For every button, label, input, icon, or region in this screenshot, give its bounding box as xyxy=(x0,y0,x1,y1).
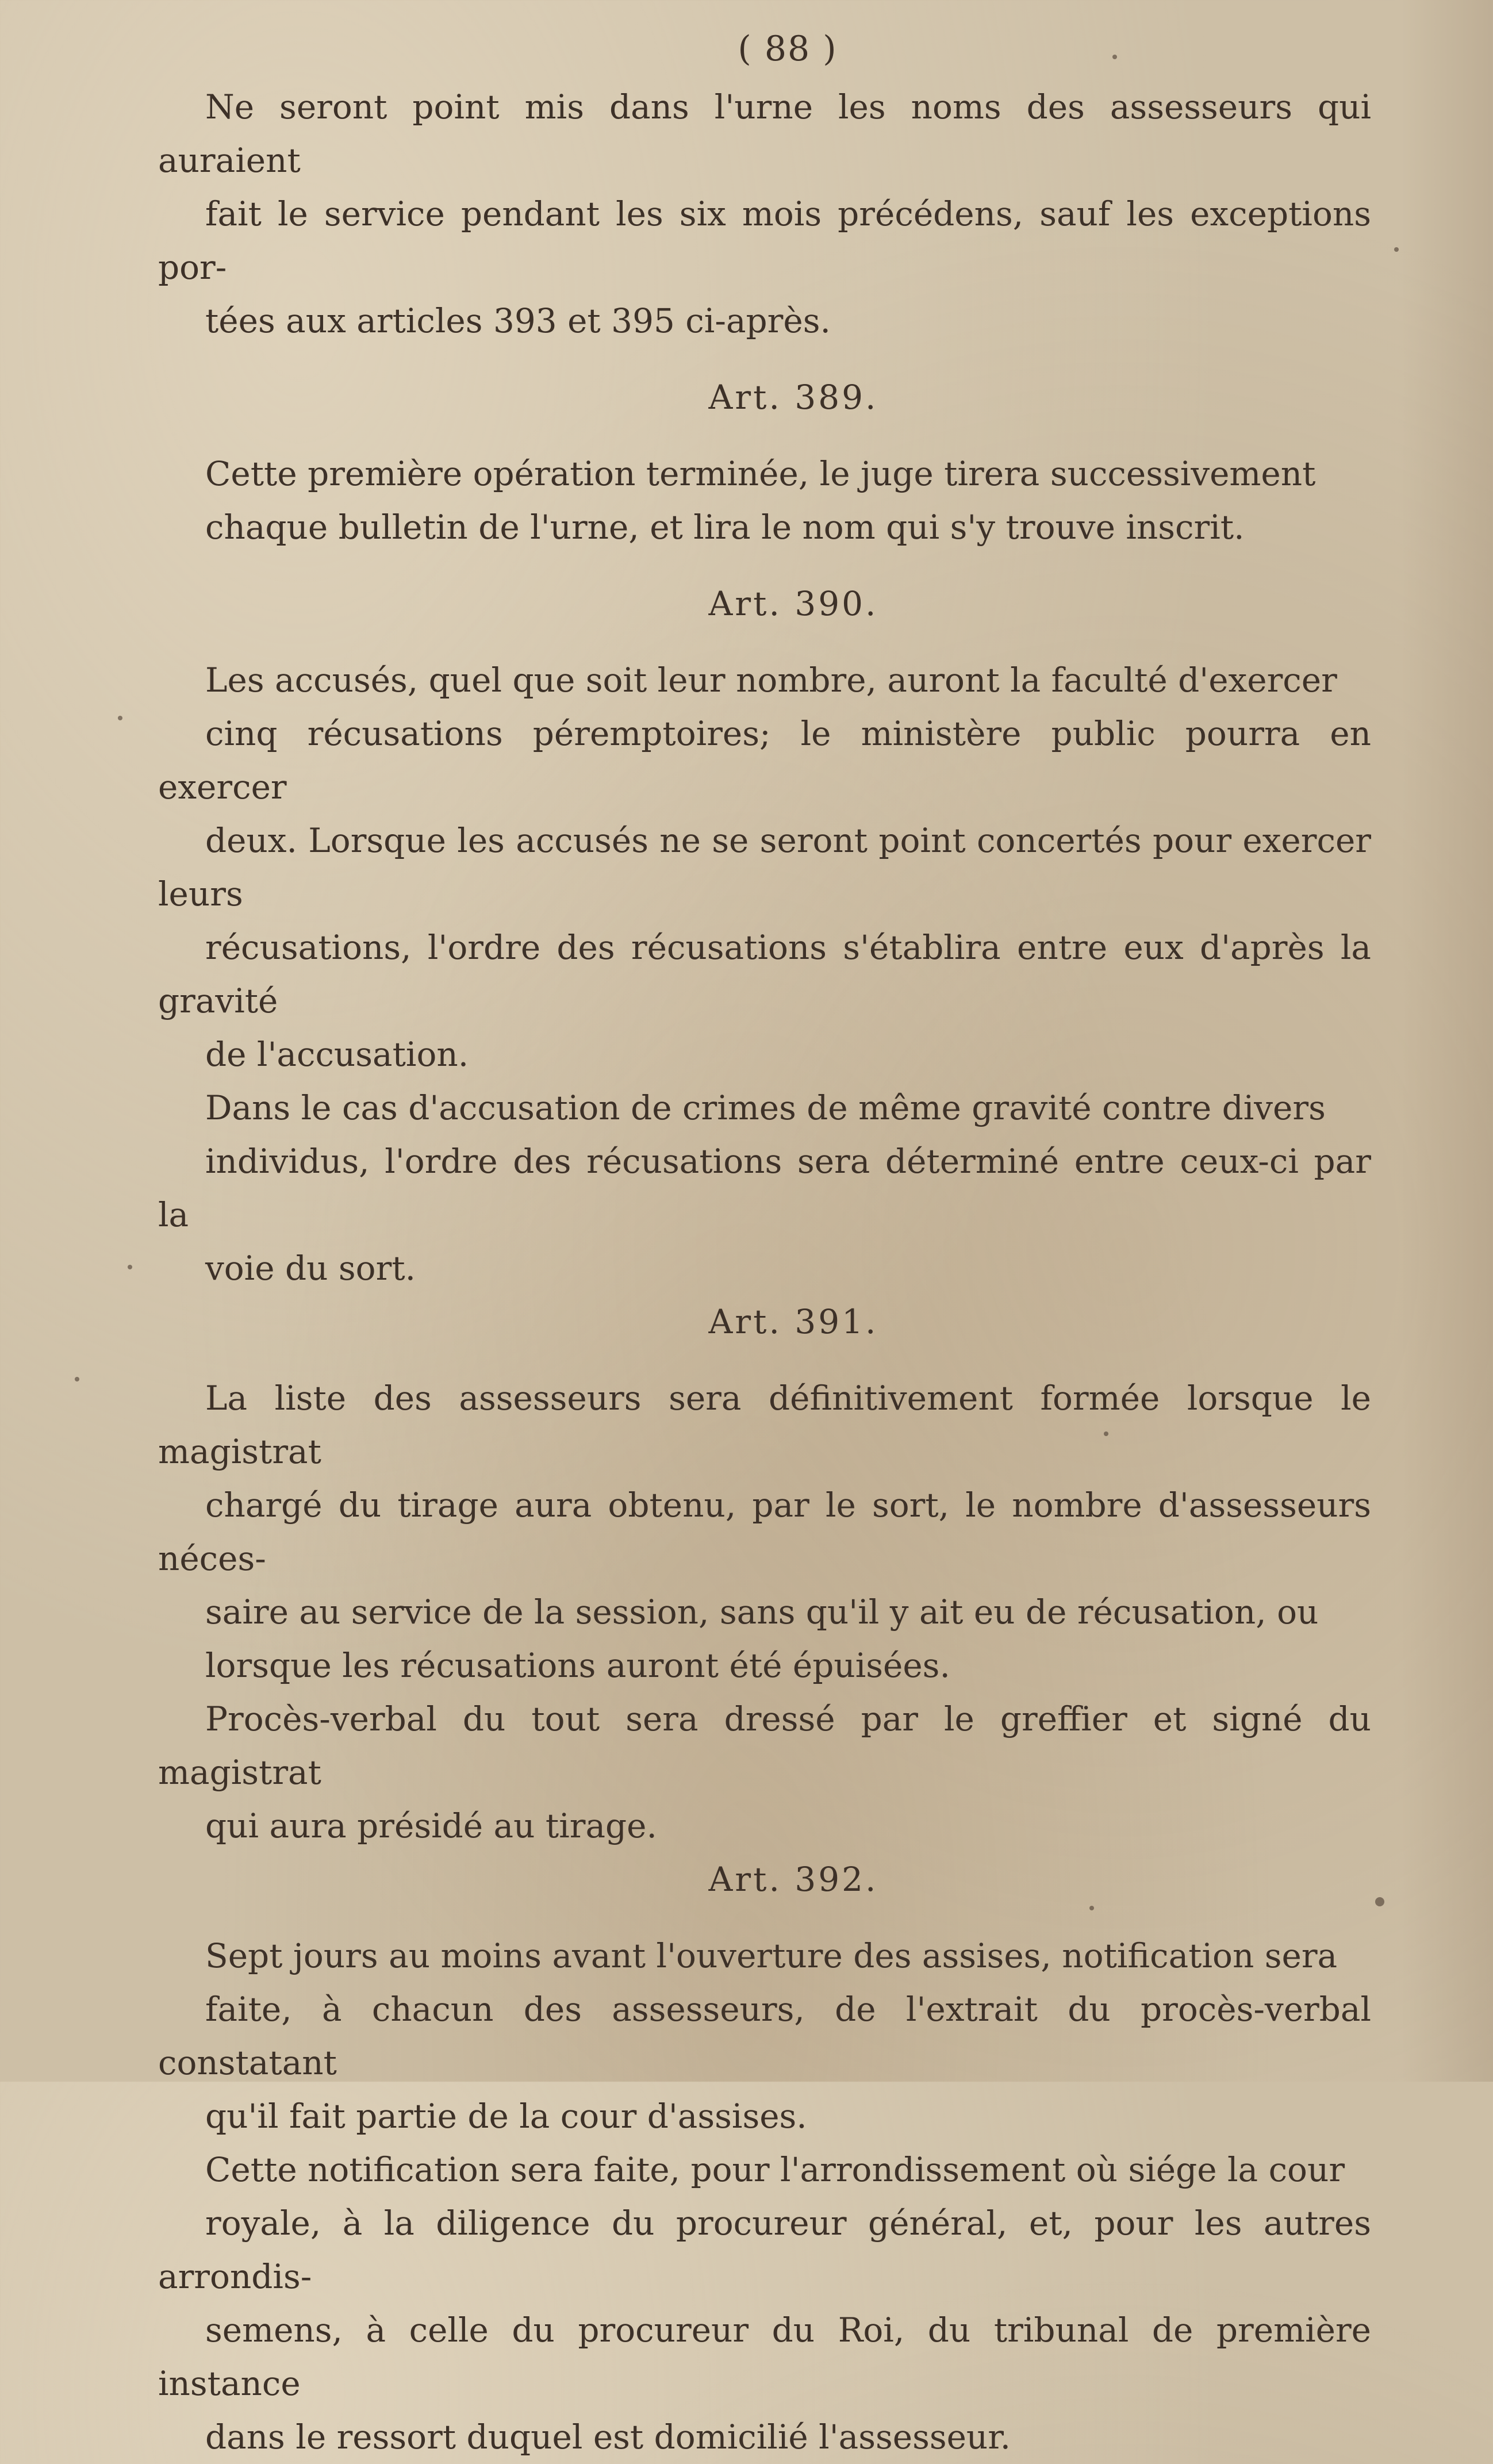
page-content xyxy=(158,23,1371,2464)
text-line: chaque bulletin de l'urne, et lira le nom qui s'y trouve inscrit. xyxy=(205,508,1245,547)
paragraph-389 xyxy=(158,447,1371,554)
paragraph-390-b xyxy=(158,1081,1371,1295)
text-line: individus, l'ordre des récusations sera déterminé entre ceux-ci par la xyxy=(158,1142,1371,1234)
paper-speck xyxy=(75,1377,79,1381)
article-heading-391: Art. 391. xyxy=(708,1302,878,1341)
paragraph-391-b xyxy=(158,1692,1371,1853)
text-line: semens, à celle du procureur du Roi, du tribunal de première instance xyxy=(158,2311,1371,2403)
text-line: saire au service de la session, sans qu'il y ait eu de récusation, ou xyxy=(205,1592,1319,1632)
paper-speck xyxy=(1112,55,1117,59)
paper-speck xyxy=(118,716,122,720)
text-line: La liste des assesseurs sera définitivement formée lorsque le magistrat xyxy=(158,1379,1371,1471)
text-line: chargé du tirage aura obtenu, par le sort, le nombre d'assesseurs néces- xyxy=(158,1486,1371,1578)
text-line: qu'il fait partie de la cour d'assises. xyxy=(205,2097,807,2136)
paragraph-392-b xyxy=(158,2143,1371,2464)
text-line: Ne seront point mis dans l'urne les noms des assesseurs qui auraient xyxy=(158,87,1371,180)
text-line: Les accusés, quel que soit leur nombre, auront la faculté d'exercer xyxy=(205,661,1337,700)
text-line: Procès-verbal du tout sera dressé par le greffier et signé du magistrat xyxy=(158,1699,1371,1792)
article-heading-392: Art. 392. xyxy=(708,1860,878,1899)
text-line: lorsque les récusations auront été épuisées. xyxy=(205,1646,950,1685)
text-line: récusations, l'ordre des récusations s'établira entre eux d'après la gravité xyxy=(158,928,1371,1020)
paragraph-388-continuation xyxy=(158,80,1371,348)
page-number: ( 88 ) xyxy=(738,29,838,69)
paragraph-391-a xyxy=(158,1372,1371,1692)
text-line: Cette notification sera faite, pour l'arrondissement où siége la cour xyxy=(205,2150,1345,2189)
text-line: tées aux articles 393 et 395 ci-après. xyxy=(205,301,831,340)
paper-speck xyxy=(1104,1431,1108,1436)
paragraph-390-a xyxy=(158,654,1371,1081)
paper-speck xyxy=(1394,247,1399,252)
text-line: faite, à chacun des assesseurs, de l'extrait du procès-verbal constatant xyxy=(158,1990,1371,2082)
paragraph-392-a xyxy=(158,1929,1371,2143)
page-edge-shadow xyxy=(1401,0,1493,2082)
text-line: cinq récusations péremptoires; le ministère public pourra en exercer xyxy=(158,714,1371,807)
paper-speck xyxy=(128,1265,132,1269)
text-line: Dans le cas d'accusation de crimes de même gravité contre divers xyxy=(205,1088,1326,1127)
text-line: fait le service pendant les six mois précédens, sauf les exceptions por- xyxy=(158,194,1371,287)
article-heading-390: Art. 390. xyxy=(708,584,878,623)
text-line: Cette première opération terminée, le juge tirera successivement xyxy=(205,454,1316,493)
paper-speck xyxy=(1375,1897,1384,1906)
text-line: qui aura présidé au tirage. xyxy=(205,1806,657,1845)
text-line: de l'accusation. xyxy=(205,1035,469,1074)
text-line: royale, à la diligence du procureur général, et, pour les autres arrondis- xyxy=(158,2204,1371,2296)
text-line: Sept jours au moins avant l'ouverture des assises, notification sera xyxy=(205,1936,1338,1975)
text-line: voie du sort. xyxy=(205,1249,416,1288)
text-line: deux. Lorsque les accusés ne se seront point concertés pour exercer leurs xyxy=(158,821,1371,914)
paper-speck xyxy=(1089,1906,1094,1910)
article-heading-389: Art. 389. xyxy=(708,378,878,417)
text-line: dans le ressort duquel est domicilié l'assesseur. xyxy=(205,2417,1011,2457)
